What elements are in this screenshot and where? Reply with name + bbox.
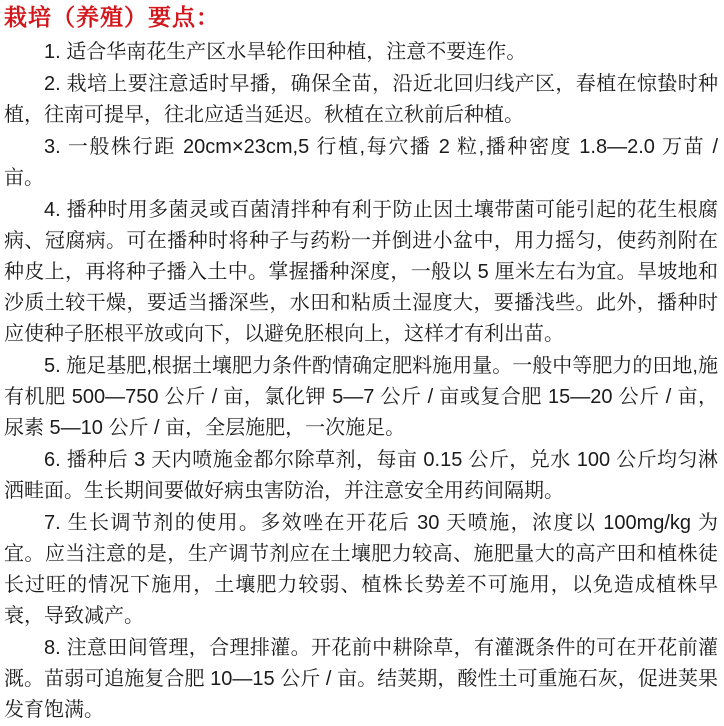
- paragraph-item-4: 4. 播种时用多菌灵或百菌清拌种有利于防止因土壤带菌可能引起的花生根腐病、冠腐病。可在播种时将种子与药粉一并倒进小盆中，用力摇匀，使药剂附在种皮上，再将种子播入土中。掌握播种深度，一般以 5 厘米左右为宜。旱坡地和沙质土较干燥，要适当播深些，水田和粘质土湿度大，要播浅些。此外，播种时应使种子胚根平放或向下，以避免胚根向上，这样才有利出苗。: [4, 199, 718, 345]
- paragraph-item-6: 6. 播种后 3 天内喷施金都尔除草剂，每亩 0.15 公斤，兑水 100 公斤均匀淋洒畦面。生长期间要做好病虫害防治，并注意安全用药间隔期。: [4, 449, 718, 502]
- paragraph-item-2: 2. 栽培上要注意适时早播，确保全苗，沿近北回归线产区，春植在惊蛰时种植，往南可提早，往北应适当延迟。秋植在立秋前后种植。: [4, 73, 718, 126]
- paragraph-item-3: 3. 一般株行距 20cm×23cm,5 行植,每穴播 2 粒,播种密度 1.8—2.0 万苗 / 亩。: [4, 136, 718, 189]
- paragraph-item-1: 1. 适合华南花生产区水旱轮作田种植，注意不要连作。: [44, 41, 527, 63]
- paragraph-item-5: 5. 施足基肥,根据土壤肥力条件酌情确定肥料施用量。一般中等肥力的田地,施有机肥 500—750 公斤 / 亩，氯化钾 5—7 公斤 / 亩或复合肥 15—20 公斤 / 亩，尿素 5—10 公斤 / 亩，全层施肥，一次施足。: [4, 355, 718, 439]
- paragraph-item-8: 8. 注意田间管理，合理排灌。开花前中耕除草，有灌溉条件的可在开花前灌溉。苗弱可追施复合肥 10—15 公斤 / 亩。结荚期，酸性土可重施石灰，促进荚果发育饱满。: [4, 637, 718, 721]
- paragraph-item-7: 7. 生长调节剂的使用。多效唑在开花后 30 天喷施，浓度以 100mg/kg 为宜。应当注意的是，生产调节剂应在土壤肥力较高、施肥量大的高产田和植株徒长过旺的情况下施用，土壤肥力较弱、植株长势差不可施用，以免造成植株早衰，导致减产。: [4, 512, 718, 627]
- page-title: 栽培（养殖）要点：: [4, 4, 220, 30]
